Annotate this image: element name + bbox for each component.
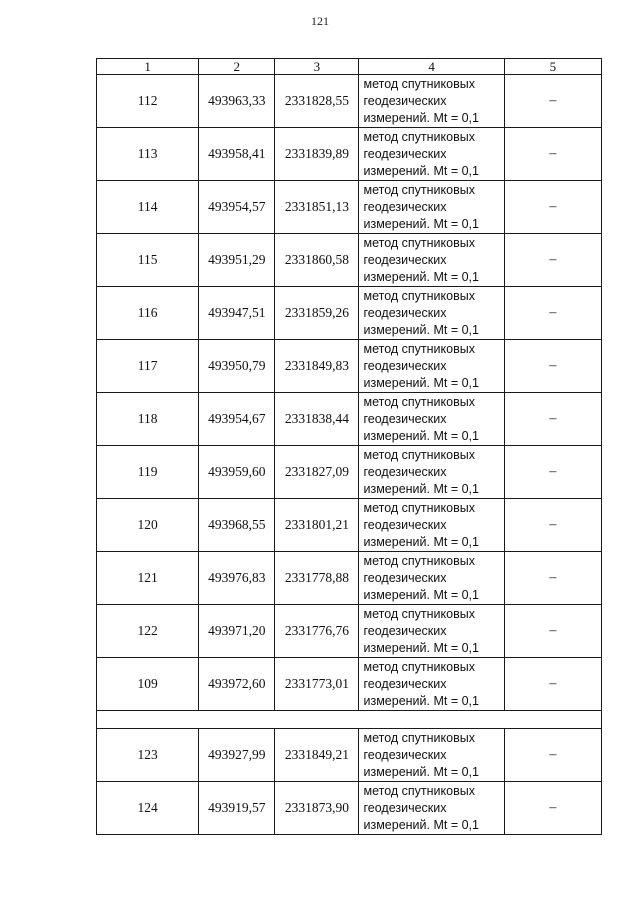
- method-text-line: метод спутниковых: [363, 659, 475, 674]
- point-number-cell: 114: [97, 181, 199, 234]
- table-row: [97, 499, 602, 552]
- method-text-line: метод спутниковых: [363, 553, 475, 568]
- y-coordinate-cell: 2331860,58: [275, 234, 359, 287]
- method-text-line: метод спутниковых: [363, 235, 475, 250]
- x-coordinate-cell: 493950,79: [199, 340, 275, 393]
- table-row: [97, 782, 602, 835]
- method-cell: [359, 499, 504, 552]
- coordinates-table: [96, 58, 602, 835]
- method-cell: [359, 552, 504, 605]
- table-row: [97, 605, 602, 658]
- method-text-line: метод спутниковых: [363, 182, 475, 197]
- header-cell-1: 1: [97, 59, 199, 75]
- point-number-cell: 109: [97, 658, 199, 711]
- method-cell: [359, 287, 504, 340]
- remark-cell: –: [504, 782, 601, 835]
- y-coordinate-cell: 2331851,13: [275, 181, 359, 234]
- method-cell: [359, 128, 504, 181]
- x-coordinate-cell: 493951,29: [199, 234, 275, 287]
- method-text-line: геодезических: [363, 623, 447, 638]
- remark-cell: –: [504, 234, 601, 287]
- x-coordinate-cell: 493968,55: [199, 499, 275, 552]
- table-row: [97, 552, 602, 605]
- x-coordinate-cell: 493927,99: [199, 729, 275, 782]
- table-body: [97, 59, 602, 835]
- x-coordinate-cell: 493963,33: [199, 75, 275, 128]
- method-text-line: измерений. Mt = 0,1: [363, 587, 479, 602]
- method-cell: [359, 605, 504, 658]
- method-text-line: метод спутниковых: [363, 606, 475, 621]
- point-number-cell: 122: [97, 605, 199, 658]
- point-number-cell: 118: [97, 393, 199, 446]
- method-cell: [359, 393, 504, 446]
- table-header-row: [97, 59, 602, 75]
- table-row: [97, 393, 602, 446]
- x-coordinate-cell: 493976,83: [199, 552, 275, 605]
- method-cell: [359, 729, 504, 782]
- remark-cell: –: [504, 729, 601, 782]
- y-coordinate-cell: 2331839,89: [275, 128, 359, 181]
- method-text-line: геодезических: [363, 411, 447, 426]
- header-cell-2: 2: [199, 59, 275, 75]
- method-cell: [359, 234, 504, 287]
- y-coordinate-cell: 2331873,90: [275, 782, 359, 835]
- point-number-cell: 120: [97, 499, 199, 552]
- method-text-line: измерений. Mt = 0,1: [363, 216, 479, 231]
- y-coordinate-cell: 2331828,55: [275, 75, 359, 128]
- method-text-line: метод спутниковых: [363, 394, 475, 409]
- table-row: [97, 446, 602, 499]
- remark-cell: –: [504, 75, 601, 128]
- table-row: [97, 729, 602, 782]
- header-cell-4: 4: [359, 59, 504, 75]
- method-text-line: измерений. Mt = 0,1: [363, 693, 479, 708]
- point-number-cell: 123: [97, 729, 199, 782]
- method-text-line: метод спутниковых: [363, 783, 475, 798]
- remark-cell: –: [504, 499, 601, 552]
- table-row: [97, 658, 602, 711]
- point-number-cell: 116: [97, 287, 199, 340]
- point-number-cell: 117: [97, 340, 199, 393]
- method-text-line: измерений. Mt = 0,1: [363, 817, 479, 832]
- remark-cell: –: [504, 658, 601, 711]
- method-cell: [359, 340, 504, 393]
- method-cell: [359, 446, 504, 499]
- y-coordinate-cell: 2331776,76: [275, 605, 359, 658]
- method-text-line: измерений. Mt = 0,1: [363, 534, 479, 549]
- method-text-line: измерений. Mt = 0,1: [363, 428, 479, 443]
- method-text-line: геодезических: [363, 305, 447, 320]
- remark-cell: –: [504, 287, 601, 340]
- x-coordinate-cell: 493947,51: [199, 287, 275, 340]
- y-coordinate-cell: 2331849,21: [275, 729, 359, 782]
- table-row: [97, 287, 602, 340]
- point-number-cell: 124: [97, 782, 199, 835]
- method-text-line: геодезических: [363, 358, 447, 373]
- y-coordinate-cell: 2331778,88: [275, 552, 359, 605]
- method-text-line: измерений. Mt = 0,1: [363, 375, 479, 390]
- remark-cell: –: [504, 181, 601, 234]
- y-coordinate-cell: 2331773,01: [275, 658, 359, 711]
- method-text-line: метод спутниковых: [363, 76, 475, 91]
- method-cell: [359, 75, 504, 128]
- method-text-line: измерений. Mt = 0,1: [363, 110, 479, 125]
- x-coordinate-cell: 493954,57: [199, 181, 275, 234]
- table-row: [97, 75, 602, 128]
- method-text-line: геодезических: [363, 747, 447, 762]
- method-text-line: измерений. Mt = 0,1: [363, 640, 479, 655]
- page-number: 121: [311, 14, 329, 28]
- method-text-line: измерений. Mt = 0,1: [363, 322, 479, 337]
- method-text-line: измерений. Mt = 0,1: [363, 481, 479, 496]
- remark-cell: –: [504, 393, 601, 446]
- method-text-line: геодезических: [363, 676, 447, 691]
- y-coordinate-cell: 2331801,21: [275, 499, 359, 552]
- table-row: [97, 128, 602, 181]
- remark-cell: –: [504, 552, 601, 605]
- method-text-line: геодезических: [363, 570, 447, 585]
- method-cell: [359, 181, 504, 234]
- method-text-line: метод спутниковых: [363, 447, 475, 462]
- method-cell: [359, 658, 504, 711]
- method-text-line: геодезических: [363, 93, 447, 108]
- x-coordinate-cell: 493959,60: [199, 446, 275, 499]
- method-text-line: измерений. Mt = 0,1: [363, 163, 479, 178]
- method-cell: [359, 782, 504, 835]
- x-coordinate-cell: 493972,60: [199, 658, 275, 711]
- point-number-cell: 119: [97, 446, 199, 499]
- method-text-line: измерений. Mt = 0,1: [363, 764, 479, 779]
- group-separator-cell: [97, 711, 602, 729]
- method-text-line: метод спутниковых: [363, 500, 475, 515]
- y-coordinate-cell: 2331838,44: [275, 393, 359, 446]
- remark-cell: –: [504, 446, 601, 499]
- y-coordinate-cell: 2331849,83: [275, 340, 359, 393]
- x-coordinate-cell: 493954,67: [199, 393, 275, 446]
- point-number-cell: 121: [97, 552, 199, 605]
- method-text-line: геодезических: [363, 199, 447, 214]
- x-coordinate-cell: 493971,20: [199, 605, 275, 658]
- remark-cell: –: [504, 128, 601, 181]
- point-number-cell: 112: [97, 75, 199, 128]
- remark-cell: –: [504, 605, 601, 658]
- table-row: [97, 181, 602, 234]
- method-text-line: геодезических: [363, 800, 447, 815]
- method-text-line: метод спутниковых: [363, 730, 475, 745]
- y-coordinate-cell: 2331859,26: [275, 287, 359, 340]
- method-text-line: геодезических: [363, 517, 447, 532]
- point-number-cell: 113: [97, 128, 199, 181]
- method-text-line: геодезических: [363, 252, 447, 267]
- method-text-line: геодезических: [363, 464, 447, 479]
- table-row: [97, 234, 602, 287]
- x-coordinate-cell: 493919,57: [199, 782, 275, 835]
- point-number-cell: 115: [97, 234, 199, 287]
- method-text-line: метод спутниковых: [363, 341, 475, 356]
- method-text-line: метод спутниковых: [363, 129, 475, 144]
- method-text-line: геодезических: [363, 146, 447, 161]
- method-text-line: измерений. Mt = 0,1: [363, 269, 479, 284]
- header-cell-3: 3: [275, 59, 359, 75]
- y-coordinate-cell: 2331827,09: [275, 446, 359, 499]
- remark-cell: –: [504, 340, 601, 393]
- method-text-line: метод спутниковых: [363, 288, 475, 303]
- table-row: [97, 340, 602, 393]
- header-cell-5: 5: [504, 59, 601, 75]
- group-separator-row: [97, 711, 602, 729]
- x-coordinate-cell: 493958,41: [199, 128, 275, 181]
